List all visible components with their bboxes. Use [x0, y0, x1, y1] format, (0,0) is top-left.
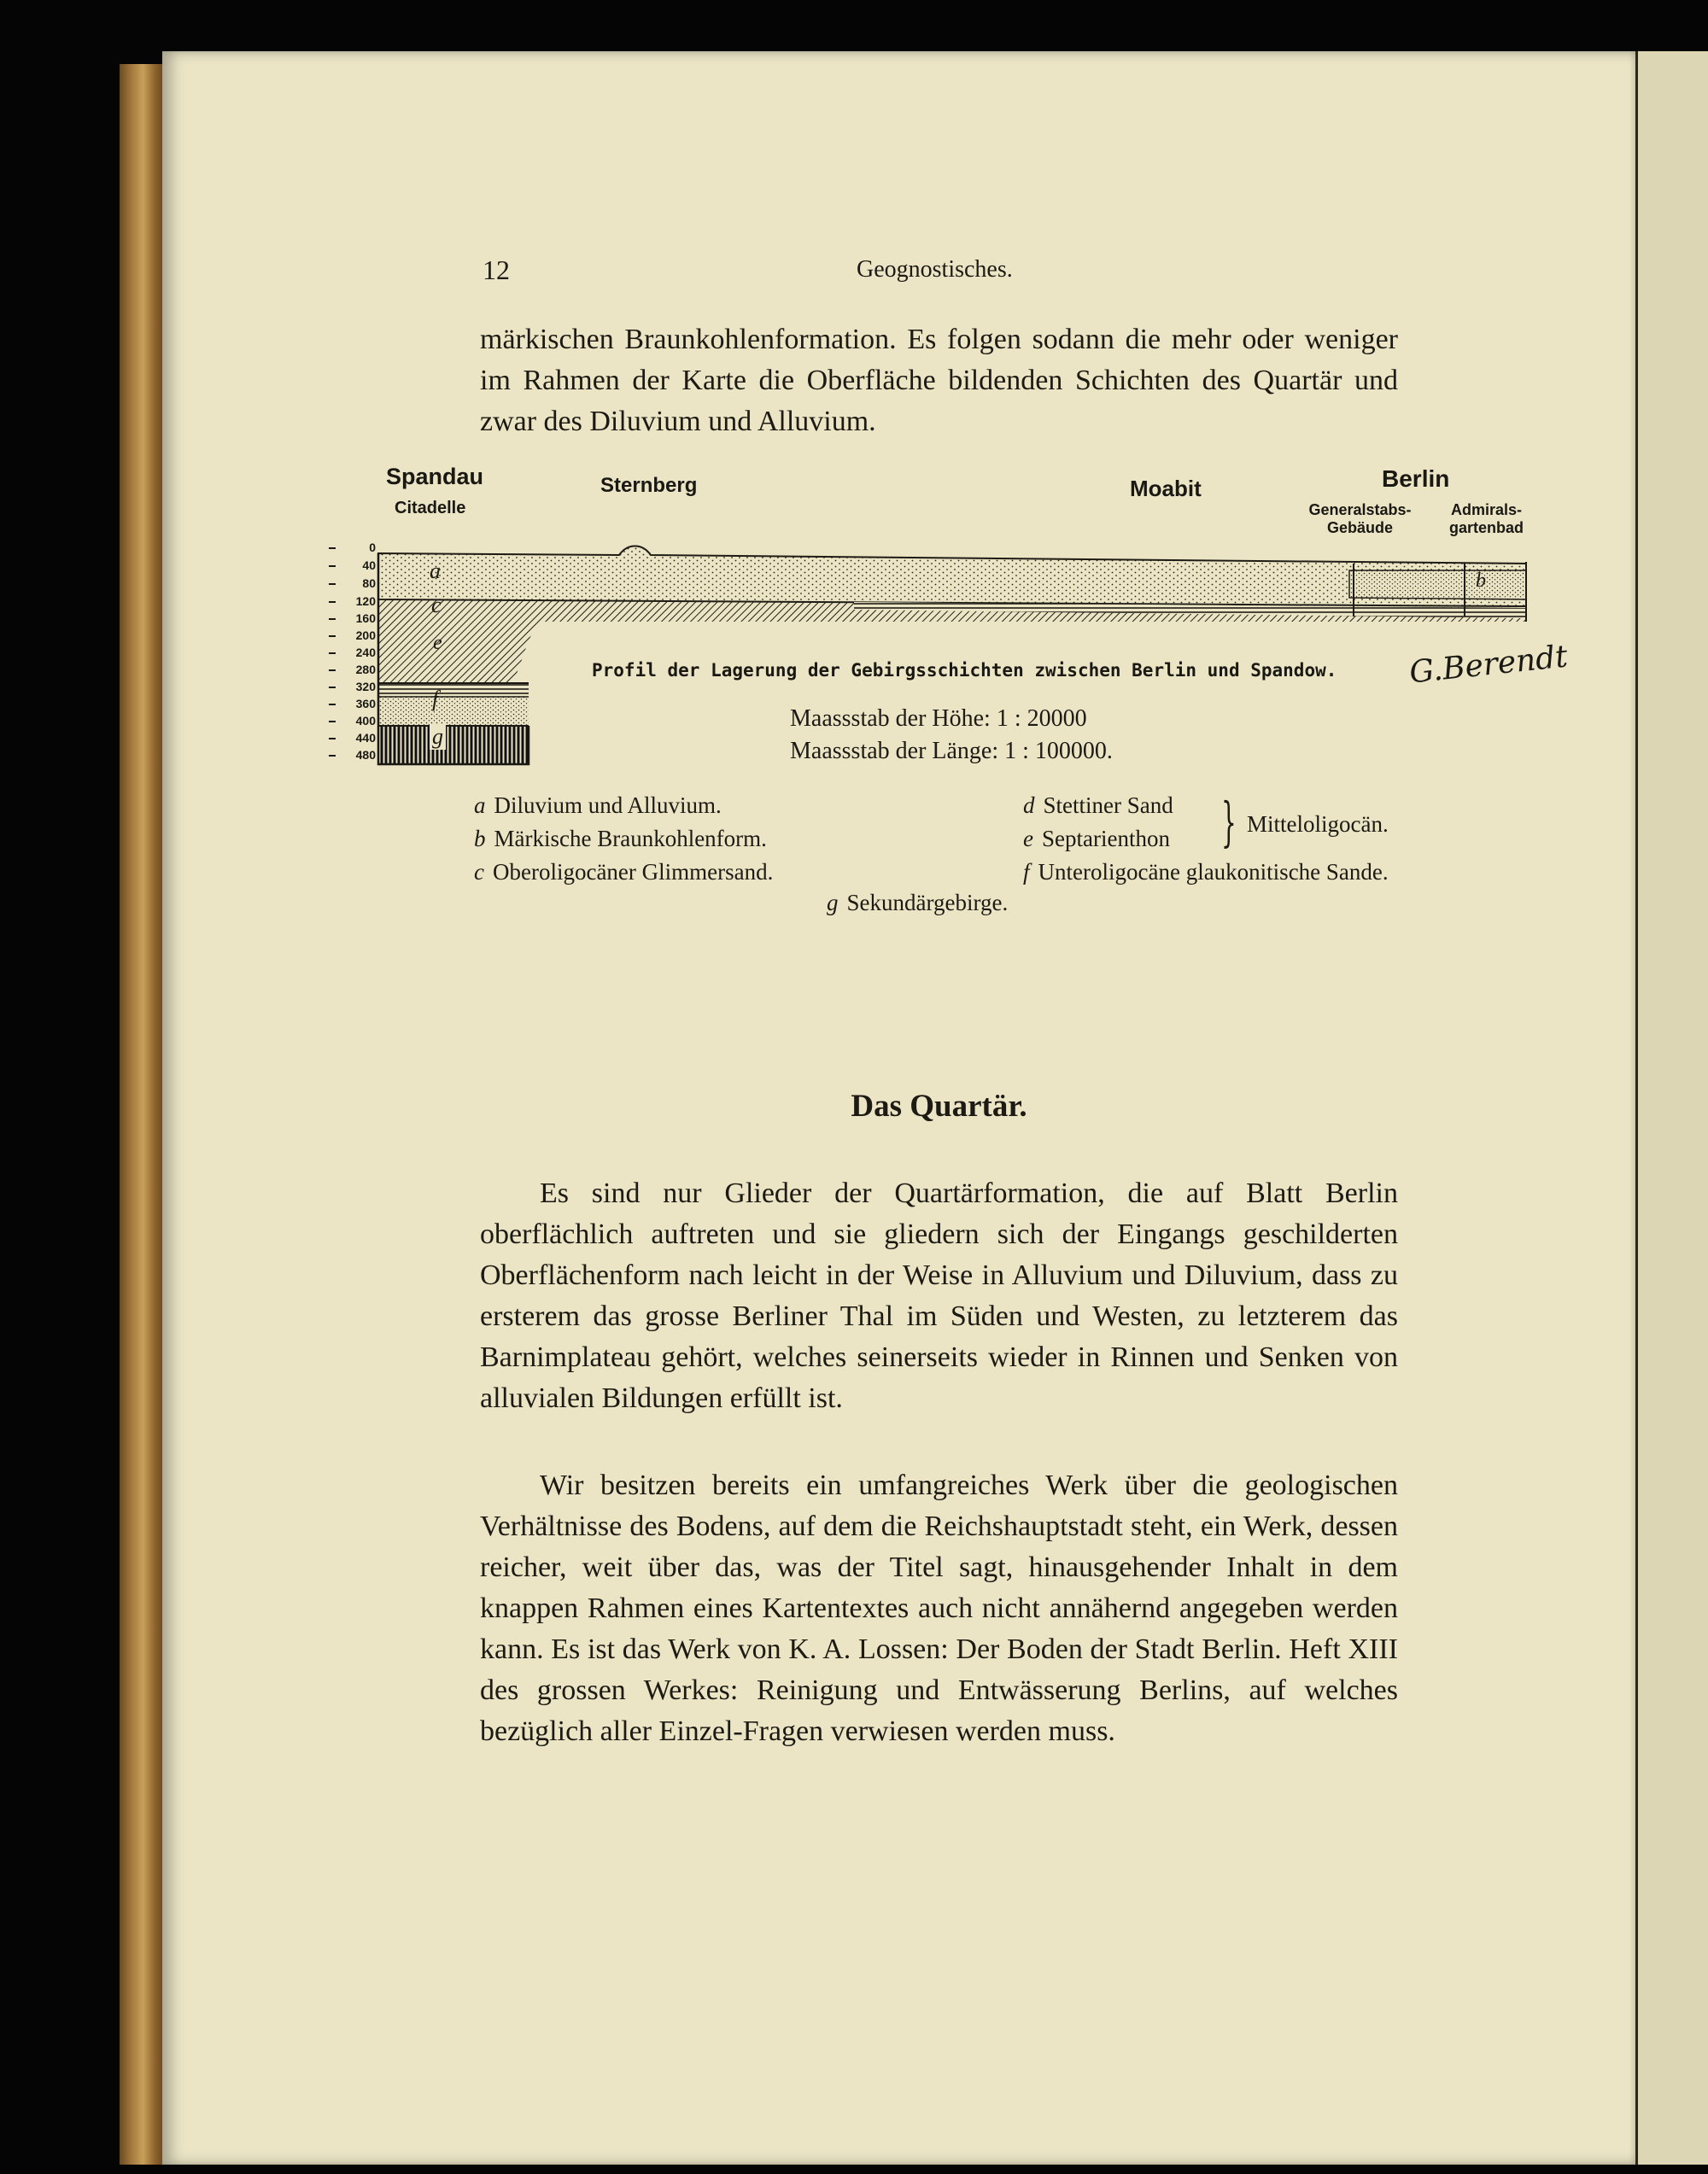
legend-letter: g — [827, 890, 839, 915]
depth-label: 440 — [355, 731, 376, 745]
layer-letter-f: f — [432, 687, 439, 711]
figure-caption: Profil der Lagerung der Gebirgsschichten zwischen Berlin und Spandow. — [592, 660, 1337, 681]
layer-letter-a: a — [430, 558, 441, 583]
depth-label: 360 — [355, 697, 376, 710]
scale-height: Maassstab der Höhe: 1 : 20000 — [790, 705, 1087, 732]
location-citadelle: Citadelle — [395, 499, 466, 517]
depth-label: 40 — [362, 558, 376, 572]
label-generalstabs: Generalstabs- — [1308, 501, 1412, 518]
legend-group-mitteloligocaen: Mitteloligocän. — [1247, 811, 1389, 837]
legend-item-b — [474, 826, 767, 852]
legend-letter: f — [1023, 859, 1030, 885]
location-moabit: Moabit — [1130, 476, 1202, 501]
page-number: 12 — [483, 254, 510, 285]
legend-letter: e — [1023, 826, 1033, 851]
running-title: Geognostisches. — [857, 256, 1013, 283]
depth-label: 240 — [355, 646, 376, 659]
depth-label: 320 — [355, 680, 376, 693]
legend-letter: a — [474, 792, 486, 818]
legend-item-c — [474, 859, 773, 885]
legend-letter: c — [474, 859, 484, 885]
depth-label: 80 — [362, 576, 376, 590]
legend-item-a — [474, 792, 722, 819]
body-paragraph: Es sind nur Glieder der Quartärformation, die auf Blatt Berlin oberflächlich auftreten und sie gliedern sich der Eingangs geschilderten Oberflächenform nach leicht in der Weise in Alluvium und Diluvium, dass zu ersterem das grosse Berliner Thal im Süden und Westen, zu letzterem das Barnimplateau gehört, welches seinerseits wieder in Rinnen und Senken von alluvialen Bildungen erfüllt ist. — [480, 1178, 1398, 1414]
layer-letter-b: b — [1476, 570, 1486, 592]
layer-letter-c: c — [431, 593, 442, 617]
legend-item-f — [1023, 859, 1389, 885]
legend-text: Märkische Braunkohlenform. — [494, 826, 767, 851]
legend-item-g — [827, 890, 1008, 916]
depth-label: 160 — [355, 611, 376, 625]
label-gebaeude: Gebäude — [1326, 519, 1394, 536]
scale-length: Maassstab der Länge: 1 : 100000. — [790, 738, 1113, 764]
legend-letter: b — [474, 826, 486, 851]
legend-text: Unteroligocäne glaukonitische Sande. — [1038, 859, 1389, 885]
depth-label: 120 — [355, 594, 376, 608]
legend-item-d — [1023, 792, 1173, 819]
legend-text: Septarienthon — [1041, 826, 1170, 851]
depth-label: 400 — [355, 714, 376, 728]
legend-text: Sekundärgebirge. — [846, 890, 1009, 915]
legend-item-e — [1023, 826, 1170, 852]
label-admirals: Admirals- — [1450, 501, 1523, 518]
layer-letter-g: g — [430, 724, 446, 750]
depth-label: 0 — [369, 541, 376, 554]
legend-text: Diluvium und Alluvium. — [494, 792, 722, 818]
depth-label: 480 — [355, 748, 376, 762]
legend-brace: } — [1221, 791, 1237, 853]
layer-letter-e: e — [433, 632, 442, 654]
body-paragraph: Wir besitzen bereits ein umfangreiches Werk über die geologischen Verhältnisse des Bodens, auf dem die Reichshauptstadt steht, ein Werk, dessen reicher, weit über das, was der Titel sagt, hinausgehender Inhalt in dem knappen Rahmen eines Kartentextes auch nicht annähernd angegeben werden kann. Es ist das Werk von K. A. Lossen: Der Boden der Stadt Berlin. Heft XIII des grossen Werkes: Reinigung und Entwässerung Berlins, auf welches bezüglich aller Einzel-Fragen verwiesen werden muss. — [480, 1470, 1398, 1747]
intro-paragraph: märkischen Braunkohlenformation. Es folgen sodann die mehr oder weniger im Rahmen der Karte die Oberfläche bildenden Schichten des Quartär und zwar des Diluvium und Alluvium. — [480, 324, 1398, 437]
legend-text: Oberoligocäner Glimmersand. — [492, 859, 774, 885]
section-title: Das Quartär. — [851, 1089, 1027, 1124]
location-spandau: Spandau — [386, 464, 484, 489]
location-berlin: Berlin — [1382, 465, 1450, 492]
depth-label: 280 — [355, 663, 376, 676]
legend-text: Stettiner Sand — [1043, 792, 1173, 818]
legend-letter: d — [1023, 792, 1035, 818]
depth-label: 200 — [355, 628, 376, 642]
label-gartenbad: gartenbad — [1448, 519, 1524, 536]
location-sternberg: Sternberg — [600, 474, 698, 497]
artist-signature: G.Berendt — [1407, 639, 1570, 691]
